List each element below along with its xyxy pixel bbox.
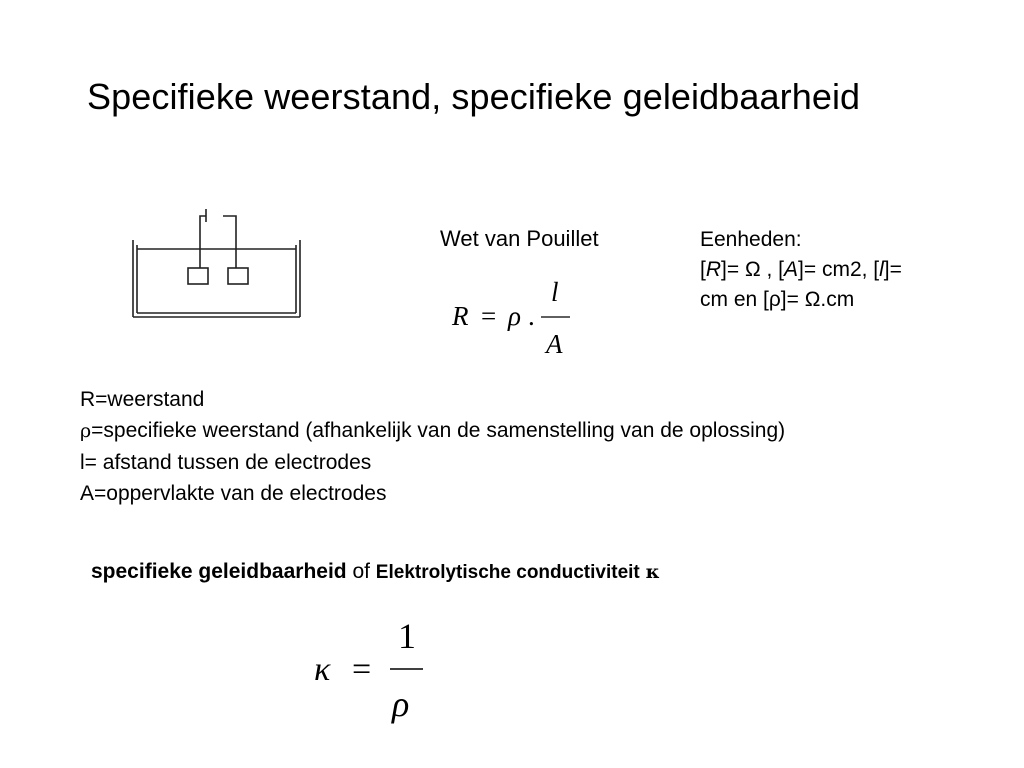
units-r-unit: ]= Ω , [ <box>721 258 784 281</box>
units-heading: Eenheden: <box>700 228 802 251</box>
legend-rho <box>80 415 785 447</box>
formula-r-dot: . <box>528 301 535 331</box>
legend-a: A=oppervlakte van de electrodes <box>80 482 387 505</box>
legend-rho-symbol: ρ <box>80 420 92 442</box>
units-l-tail: ]= <box>883 258 902 281</box>
slide-title: Specifieke weerstand, specifieke geleidbaarheid <box>87 76 861 117</box>
conductivity-symbol: κ <box>645 561 660 583</box>
formula-r-numerator: l <box>551 277 559 307</box>
units-block <box>700 225 902 315</box>
units-a-unit: ]= cm2, [ <box>798 258 880 281</box>
legend-l: l= afstand tussen de electrodes <box>80 451 372 474</box>
legend-r: R=weerstand <box>80 388 205 411</box>
formula-k-lhs: κ <box>314 651 331 688</box>
units-line-2: cm en [ρ]= Ω.cm <box>700 288 855 311</box>
units-open-r: [ <box>700 258 706 281</box>
formula-k-denominator: ρ <box>392 684 410 724</box>
conductivity-term: specifieke geleidbaarheid <box>91 560 347 583</box>
conductivity-formula <box>310 612 440 732</box>
formula-k-equals: = <box>352 651 372 688</box>
units-line-1 <box>700 255 902 285</box>
right-electrode-wire <box>223 216 236 268</box>
left-electrode-plate <box>188 268 208 284</box>
pouillet-law-label: Wet van Pouillet <box>440 226 599 251</box>
units-l-symbol: l <box>879 258 884 281</box>
units-a-symbol: A <box>784 258 799 281</box>
formula-r-rho: ρ <box>508 301 521 331</box>
right-electrode-plate <box>228 268 248 284</box>
left-electrode-wire <box>200 216 206 268</box>
pouillet-formula <box>448 275 578 360</box>
conductivity-heading <box>91 560 660 584</box>
variable-legend <box>80 384 785 509</box>
conductivity-alt-term: Elektrolytische conductiviteit <box>375 562 640 583</box>
legend-rho-text: =specifieke weerstand (afhankelijk van de samenstelling van de oplossing) <box>91 419 786 442</box>
conductivity-connector: of <box>346 560 376 583</box>
formula-r-lhs: R <box>452 301 469 331</box>
formula-r-equals: = <box>481 301 497 331</box>
units-r-symbol: R <box>705 258 722 281</box>
formula-k-numerator: 1 <box>398 616 416 656</box>
conductivity-cell-diagram <box>128 200 308 325</box>
formula-r-denominator: A <box>546 329 563 359</box>
